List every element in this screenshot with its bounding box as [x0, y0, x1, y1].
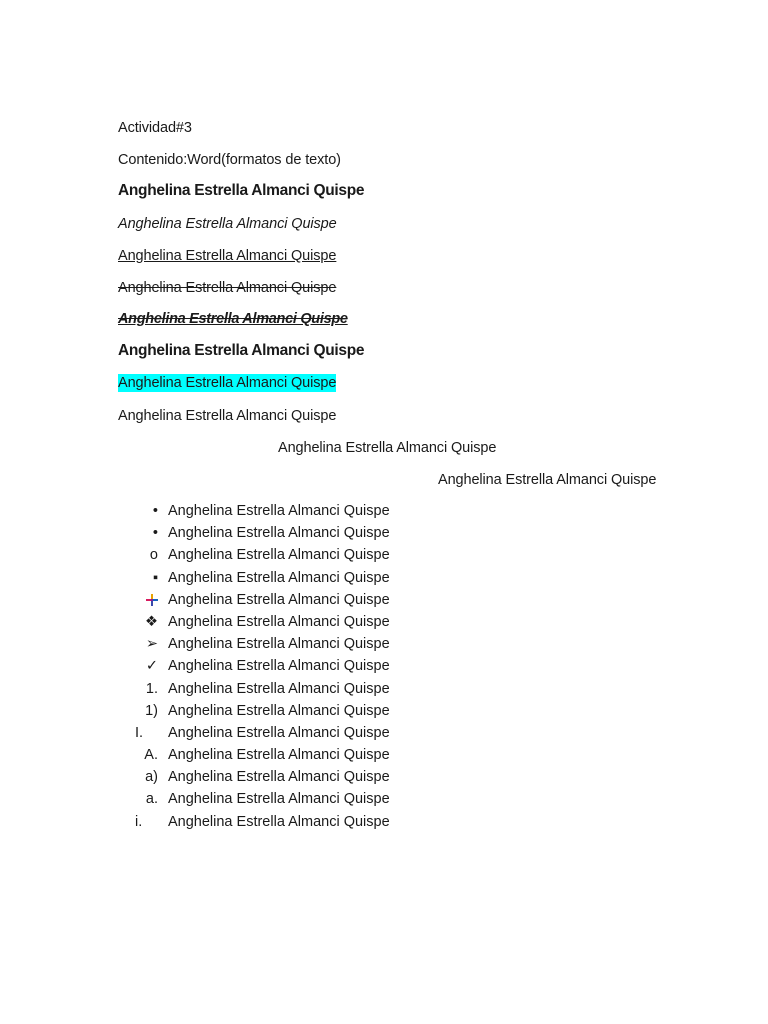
list-number-marker: a): [145, 769, 158, 786]
bold-line: Anghelina Estrella Almanci Quispe: [118, 182, 365, 199]
diamond-cluster-bullet-icon: ❖: [145, 613, 158, 630]
list-number-marker: I.: [135, 724, 144, 741]
list-item-text: Anghelina Estrella Almanci Quispe: [168, 547, 390, 564]
list-item-text: Anghelina Estrella Almanci Quispe: [168, 658, 390, 675]
centered-line: Anghelina Estrella Almanci Quispe: [278, 440, 497, 456]
highlighted-line: Anghelina Estrella Almanci Quispe: [118, 375, 337, 391]
list-number-marker: i.: [135, 813, 143, 830]
list-item-text: Anghelina Estrella Almanci Quispe: [168, 791, 390, 808]
list-number-marker: 1.: [145, 680, 158, 697]
square-bullet-icon: ▪: [152, 569, 158, 586]
italic-line: Anghelina Estrella Almanci Quispe: [118, 216, 337, 232]
filled-circle-bullet-icon: •: [152, 525, 158, 542]
hollow-circle-bullet-icon: o: [149, 547, 158, 564]
list-item-text: Anghelina Estrella Almanci Quispe: [168, 636, 390, 653]
plain-line: Anghelina Estrella Almanci Quispe: [118, 408, 337, 424]
list-item-text: Anghelina Estrella Almanci Quispe: [168, 503, 390, 519]
list-item-text: Anghelina Estrella Almanci Quispe: [168, 525, 390, 542]
list-item-text: Anghelina Estrella Almanci Quispe: [168, 613, 390, 630]
activity-title: Actividad#3: [118, 120, 192, 136]
bold-italic-underline-strike-line: Anghelina Estrella Almanci Quispe: [118, 311, 348, 327]
list-item-text: Anghelina Estrella Almanci Quispe: [168, 702, 390, 719]
right-aligned-line: Anghelina Estrella Almanci Quispe: [438, 472, 657, 488]
list-number-marker: a.: [145, 791, 158, 808]
checkmark-bullet-icon: ✓: [145, 658, 158, 675]
list-number-marker: 1): [145, 702, 158, 719]
list-item-text: Anghelina Estrella Almanci Quispe: [168, 724, 390, 741]
colored-cross-bullet-icon: [118, 591, 158, 609]
bold-line-2: Anghelina Estrella Almanci Quispe: [118, 342, 365, 359]
list-item-text: Anghelina Estrella Almanci Quispe: [168, 591, 390, 608]
list-item-text: Anghelina Estrella Almanci Quispe: [168, 769, 390, 786]
arrowhead-bullet-icon: ➢: [145, 636, 158, 653]
content-subtitle: Contenido:Word(formatos de texto): [118, 152, 341, 168]
list-item-text: Anghelina Estrella Almanci Quispe: [168, 680, 390, 697]
list-item-text: Anghelina Estrella Almanci Quispe: [168, 569, 390, 586]
list-item-text: Anghelina Estrella Almanci Quispe: [168, 747, 390, 764]
highlighted-line-wrapper: [118, 374, 336, 392]
strikethrough-line: Anghelina Estrella Almanci Quispe: [118, 280, 337, 296]
underlined-line: Anghelina Estrella Almanci Quispe: [118, 248, 337, 264]
filled-circle-bullet-icon: •: [152, 503, 158, 519]
list-item-text: Anghelina Estrella Almanci Quispe: [168, 813, 390, 830]
list-number-marker: A.: [144, 747, 158, 764]
